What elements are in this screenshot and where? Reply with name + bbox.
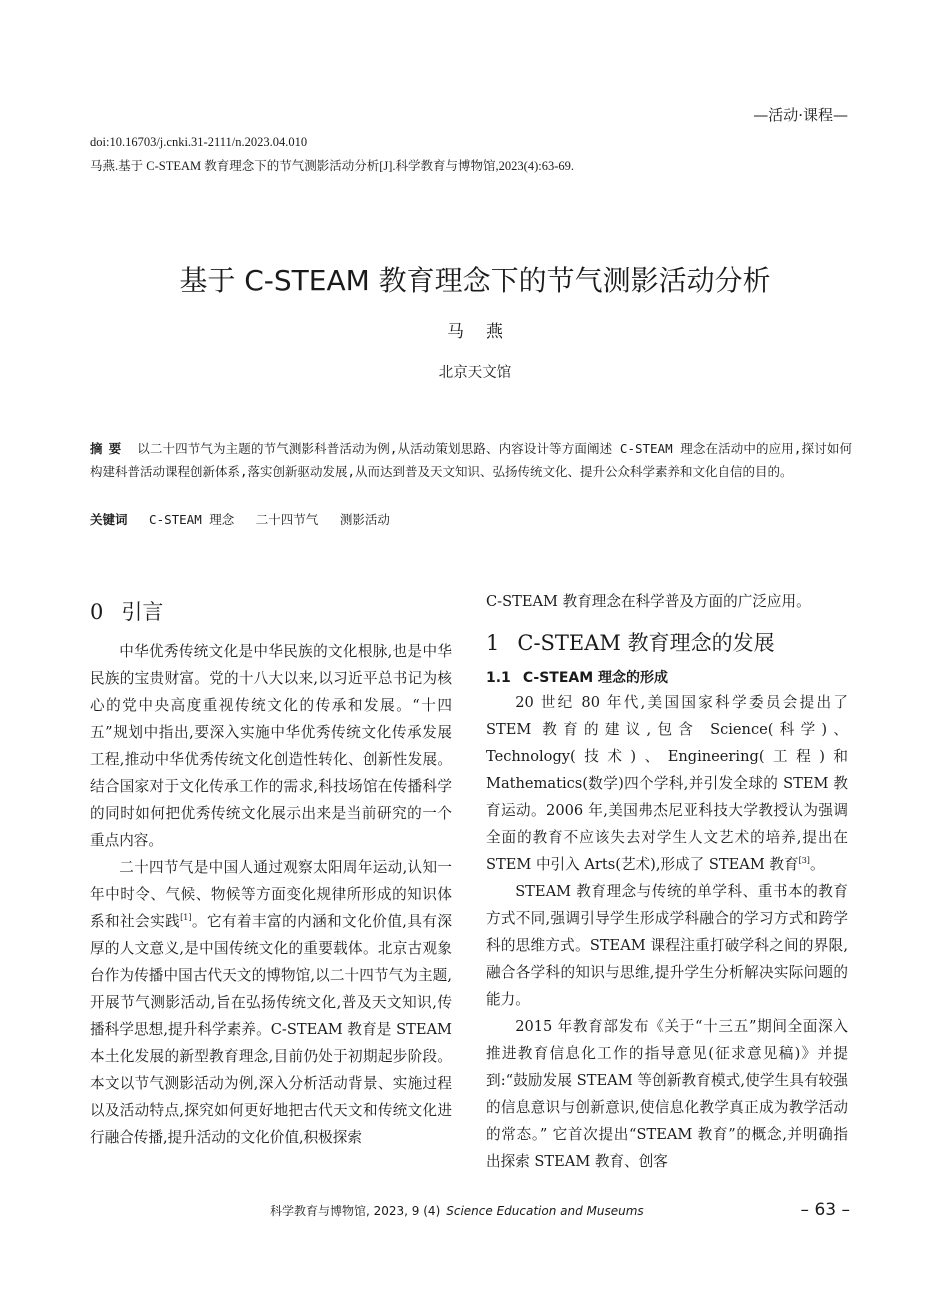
paragraph: 中华优秀传统文化是中华民族的文化根脉,也是中华民族的宝贵财富。党的十八大以来,以习近平总书记为核心的党中央高度重视传统文化的传承和发展。“十四五”规划中指出,要深入实施中华优秀传统文化传承发展工程,推动中华优秀传统文化创造性转化、创新性发展。结合国家对于文化传承工作的需求,科技场馆在传播科学的同时如何把优秀传统文化展示出来是当前研究的一个重点内容。 [90,643,452,849]
section-heading-1 [486,627,848,657]
keyword-item: 测影活动 [339,512,390,527]
citation-line: 马燕.基于 C-STEAM 教育理念下的节气测影活动分析[J].科学教育与博物馆,2023(4):63-69. [90,159,575,173]
paragraph: 2015 年教育部发布《关于“十三五”期间全面深入推进教育信息化工作的指导意见(征求意见稿)》并提到:“鼓励发展 STEAM 等创新教育模式,使学生具有较强的信息意识与创新意识,使信息化教学真正成为教学活动的常态。” 它首次提出“STEAM 教育”的概念,并明确指出探索 STEAM 教育、创客 [486,1018,848,1170]
subsection-heading-1-1 [486,667,848,687]
subsection-title: C-STEAM 理念的形成 [522,670,669,686]
citation-ref: [3] [798,856,810,866]
affiliation: 北京天文馆 [438,365,512,381]
section-title: 引言 [121,600,164,624]
paragraph: C-STEAM 教育理念在科学普及方面的广泛应用。 [486,593,811,610]
section-heading-0 [90,596,452,626]
doi-line: doi:10.16703/j.cnki.31-2111/n.2023.04.010 [90,135,308,149]
keywords [90,510,404,528]
paragraph-text: 。它有着丰富的内涵和文化价值,具有深厚的人文意义,是中国传统文化的重要载体。北京古观象台作为传播中国古代天文的博物馆,以二十四节气为主题,开展节气测影活动,旨在弘扬传统文化,普及天文知识,传播科学思想,提升科学素养。C-STEAM 教育是 STEAM 本土化发展的新型教育理念,目前仍处于初期起步阶段。本文以节气测影活动为例,深入分析活动背景、实施过程以及活动特点,探究如何更好地把古代天文和传统文化进行融合传播,提升活动的文化价值,积极探索 [90,913,452,1146]
left-column [90,596,452,1151]
page-number: – 63 – [800,1200,850,1220]
abstract-text: 以二十四节气为主题的节气测影科普活动为例,从活动策划思路、内容设计等方面阐述 C-STEAM 理念在活动中的应用,探讨如何构建科普活动课程创新体系,落实创新驱动发展,从而达到普及天文知识、弘扬传统文化、提升公众科学素养和文化自信的目的。 [90,441,852,479]
paragraph-text: 二十四节气是中国人通过观察太阳周年运动,认知一年中时令、气候、物候等方面变化规律所形成的知识体系和社会实践 [90,859,452,930]
paragraph: STEAM 教育理念与传统的单学科、重书本的教育方式不同,强调引导学生形成学科融合的学习方式和跨学科的思维方式。STEAM 课程注重打破学科之间的界限,融合各学科的知识与思维,提升学生分析解决实际问题的能力。 [486,883,848,1008]
section-number: 1 [486,631,500,655]
citation-ref: [1] [180,913,192,923]
footer-journal [270,1202,644,1219]
section-title: C-STEAM 教育理念的发展 [517,631,775,655]
paragraph [90,854,452,1151]
keyword-item: 二十四节气 [255,512,319,527]
paragraph-text: 20 世纪 80 年代,美国国家科学委员会提出了 STEM 教育的建议,包含 Science(科学)、Technology(技术)、Engineering(工程)和 Mathematics(数学)四个学科,并引发全球的 STEM 教育运动。2006 年,美国弗杰尼亚科技大学教授认为强调全面的教育不应该失去对学生人文艺术的培养,提出在 STEM 中引入 Arts(艺术),形成了 STEAM 教育 [486,694,848,873]
article-title: 基于 C-STEAM 教育理念下的节气测影活动分析 [179,263,771,297]
abstract [90,437,852,483]
paragraph [486,689,848,878]
section-number: 0 [90,600,104,624]
keyword-item: C-STEAM 理念 [149,512,235,527]
journal-name-cn: 科学教育与博物馆, 2023, 9 (4) [270,1204,441,1218]
section-tag: —活动·课程— [753,106,848,124]
journal-name-en: Science Education and Museums [446,1204,644,1218]
subsection-number: 1.1 [486,670,511,686]
keywords-label: 关键词 [90,512,128,527]
author-name: 马燕 [447,322,525,342]
abstract-label: 摘要 [90,441,128,456]
paragraph-text: 。 [809,856,825,873]
right-column [486,588,848,1175]
